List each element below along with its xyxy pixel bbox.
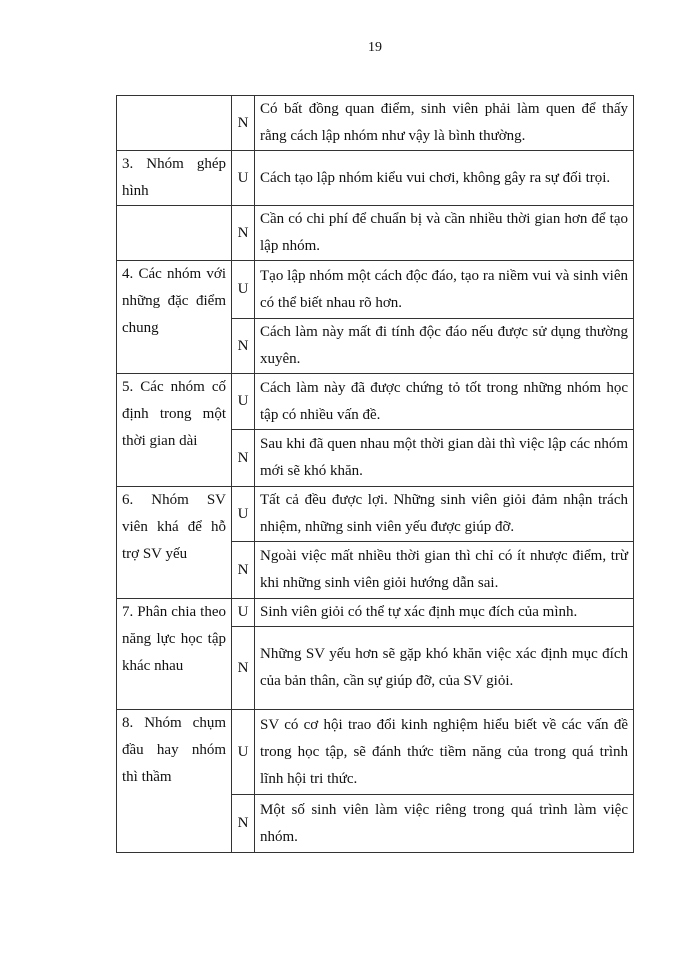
- description-cell: SV có cơ hội trao đổi kinh nghiệm hiểu biết về các vấn đề trong học tập, sẽ đánh thức tiềm năng của trong quá trình lĩnh hội tri thức.: [255, 710, 634, 795]
- group-name-cell: [117, 206, 232, 261]
- table-row: [117, 374, 634, 430]
- description-cell: Sau khi đã quen nhau một thời gian dài thì việc lập các nhóm mới sẽ khó khăn.: [255, 430, 634, 487]
- advantage-marker: U: [232, 374, 255, 430]
- table-row: [117, 710, 634, 795]
- description-cell: Tạo lập nhóm một cách độc đáo, tạo ra niềm vui và sinh viên có thể biết nhau rõ hơn.: [255, 261, 634, 319]
- group-name-cell: 3. Nhóm ghép hình: [117, 151, 232, 206]
- advantage-marker: U: [232, 599, 255, 627]
- table-row: [117, 206, 634, 261]
- group-name-cell: [117, 96, 232, 151]
- disadvantage-marker: N: [232, 795, 255, 853]
- advantage-marker: U: [232, 487, 255, 542]
- description-cell: Cách làm này mất đi tính độc đáo nếu được sử dụng thường xuyên.: [255, 319, 634, 374]
- page-number: 19: [368, 40, 382, 55]
- description-cell: Cần có chi phí để chuẩn bị và cần nhiều thời gian hơn để tạo lập nhóm.: [255, 206, 634, 261]
- description-cell: Cách tạo lập nhóm kiểu vui chơi, không gây ra sự đối trọi.: [255, 151, 634, 206]
- group-name-cell: 6. Nhóm SV viên khá để hỗ trợ SV yếu: [117, 487, 232, 599]
- group-name-cell: 7. Phân chia theo năng lực học tập khác nhau: [117, 599, 232, 710]
- disadvantage-marker: N: [232, 430, 255, 487]
- description-cell: Ngoài việc mất nhiều thời gian thì chỉ có ít nhược điểm, trừ khi những sinh viên giỏi hướng dẫn sai.: [255, 542, 634, 599]
- description-cell: Một số sinh viên làm việc riêng trong quá trình làm việc nhóm.: [255, 795, 634, 853]
- table-row: [117, 487, 634, 542]
- disadvantage-marker: N: [232, 96, 255, 151]
- table-row: [117, 151, 634, 206]
- group-name-cell: 4. Các nhóm với những đặc điểm chung: [117, 261, 232, 374]
- table-row: [117, 261, 634, 319]
- group-name-cell: 8. Nhóm chụm đầu hay nhóm thì thầm: [117, 710, 232, 853]
- disadvantage-marker: N: [232, 542, 255, 599]
- description-cell: Cách làm này đã được chứng tỏ tốt trong những nhóm học tập có nhiều vấn đề.: [255, 374, 634, 430]
- description-cell: Những SV yếu hơn sẽ gặp khó khăn việc xác định mục đích của bản thân, cần sự giúp đỡ, của SV giỏi.: [255, 627, 634, 710]
- description-cell: Có bất đồng quan điểm, sinh viên phải làm quen để thấy rằng cách lập nhóm như vậy là bình thường.: [255, 96, 634, 151]
- description-cell: Tất cả đều được lợi. Những sinh viên giỏi đảm nhận trách nhiệm, những sinh viên yếu được giúp đỡ.: [255, 487, 634, 542]
- description-cell: Sinh viên giỏi có thể tự xác định mục đích của mình.: [255, 599, 634, 627]
- group-name-cell: 5. Các nhóm cố định trong một thời gian dài: [117, 374, 232, 487]
- disadvantage-marker: N: [232, 206, 255, 261]
- table-row: [117, 96, 634, 151]
- disadvantage-marker: N: [232, 319, 255, 374]
- advantage-marker: U: [232, 710, 255, 795]
- pros-cons-table: [116, 95, 634, 853]
- advantage-marker: U: [232, 151, 255, 206]
- advantage-marker: U: [232, 261, 255, 319]
- disadvantage-marker: N: [232, 627, 255, 710]
- table-row: [117, 599, 634, 627]
